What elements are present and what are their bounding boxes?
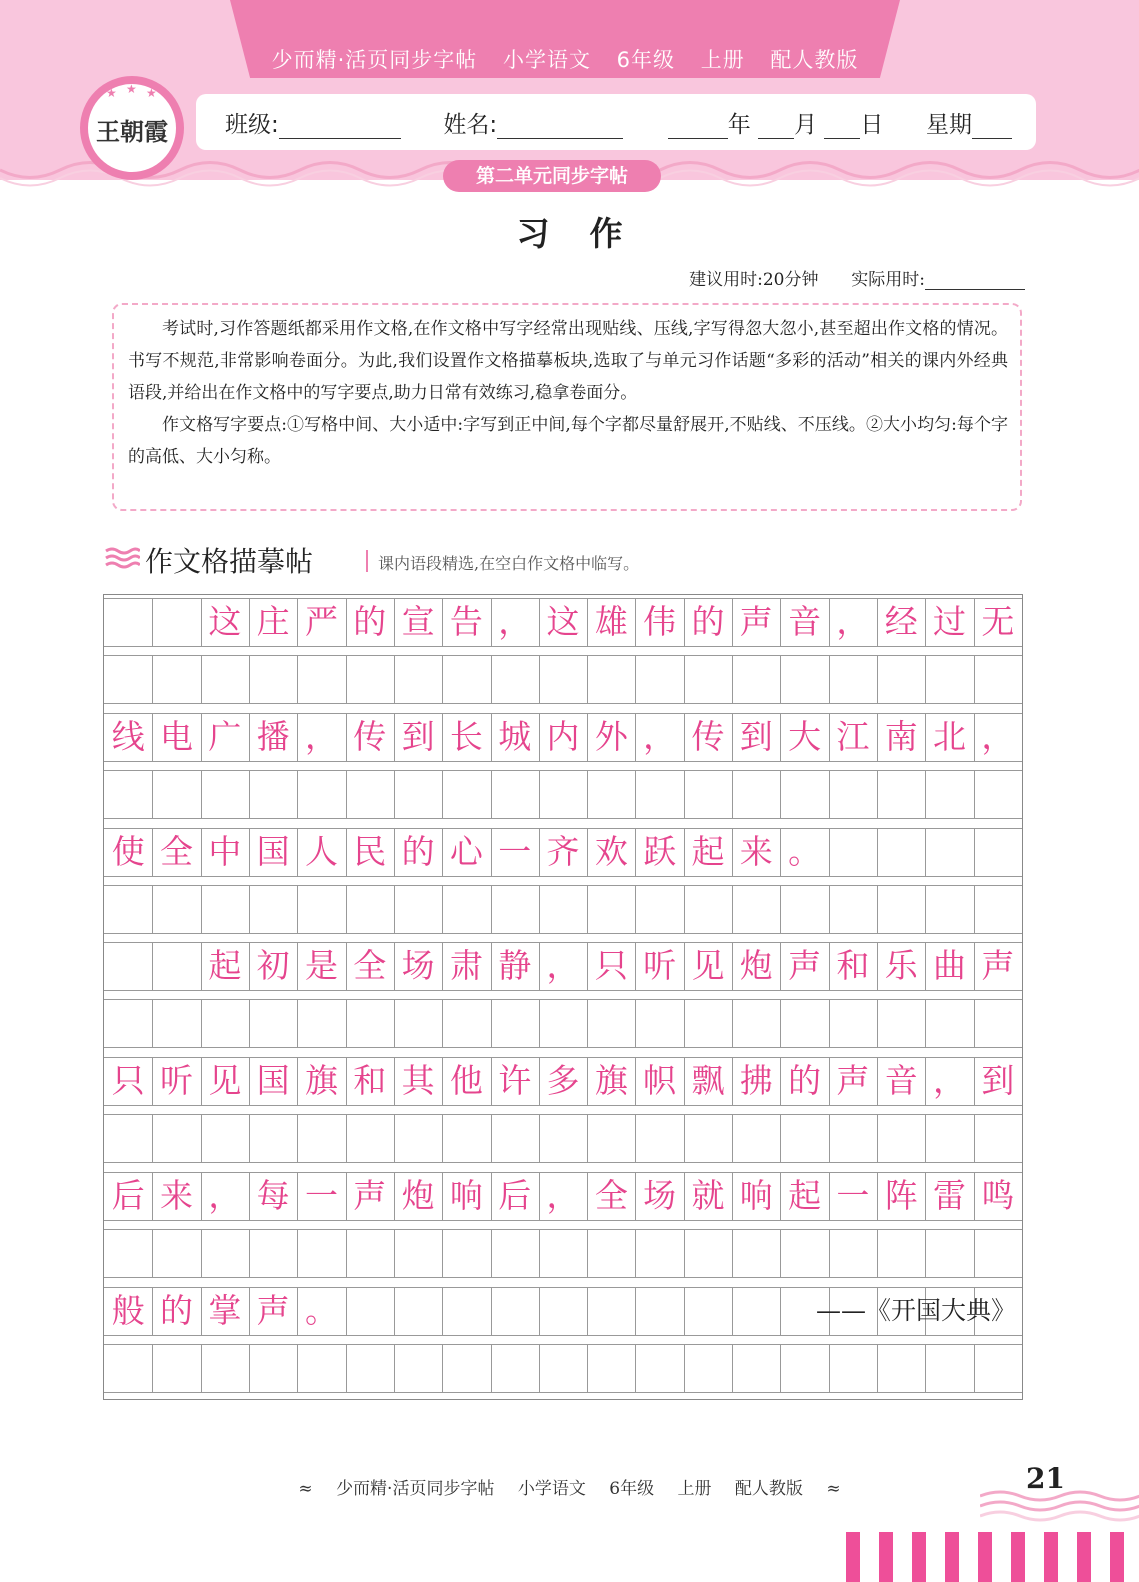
tracing-character: 声 <box>256 1290 290 1330</box>
tracing-character: 声 <box>788 946 822 986</box>
tracing-character: 起 <box>691 831 725 871</box>
name-field[interactable] <box>497 114 623 139</box>
tracing-character: 炮 <box>739 946 773 986</box>
intro-paragraph: 作文格写字要点:①写格中间、大小适中:字写到正中间,每个字都尽量舒展开,不贴线、不压线。②大小均匀:每个字的高低、大小匀称。 <box>128 415 1008 467</box>
tracing-character: 乐 <box>884 946 918 986</box>
tracing-character: 广 <box>208 716 242 756</box>
series-grade: 6年级 <box>616 48 676 72</box>
suggested-time: 建议用时:20分钟 <box>689 270 819 290</box>
month-label: 月 <box>794 112 818 138</box>
tracing-character: 到 <box>739 716 773 756</box>
tracing-character: 一 <box>836 1176 870 1215</box>
tracing-character: 声 <box>739 602 773 641</box>
footer <box>0 1474 1139 1499</box>
star-icon: ★ <box>146 86 157 100</box>
tracing-character: 这 <box>208 602 242 641</box>
tracing-row <box>104 598 1022 646</box>
practice-row[interactable] <box>104 999 1022 1047</box>
tracing-character: 阵 <box>884 1176 918 1215</box>
tracing-character: 音 <box>884 1061 918 1101</box>
tracing-character: 的 <box>691 602 725 641</box>
tracing-character: 全 <box>160 831 193 871</box>
publisher-logo <box>80 76 184 180</box>
tracing-character: 雷 <box>933 1176 967 1215</box>
tracing-character: 线 <box>111 716 145 756</box>
series-edition: 配人教版 <box>770 48 859 72</box>
day-field[interactable] <box>824 114 860 139</box>
day-label: 日 <box>860 112 884 138</box>
tracing-character: 欢 <box>594 831 628 871</box>
tracing-character: 的 <box>160 1290 193 1330</box>
tracing-character: 到 <box>401 716 435 756</box>
class-field[interactable] <box>279 114 401 139</box>
tracing-character: ， <box>933 1061 967 1101</box>
tracing-character: 听 <box>160 1061 193 1101</box>
tracing-character: 起 <box>208 946 242 986</box>
tracing-character: 的 <box>788 1061 822 1101</box>
tracing-character: 听 <box>643 946 677 986</box>
tracing-character: 城 <box>498 716 532 756</box>
tracing-character: 中 <box>208 831 242 871</box>
star-icon: ★ <box>126 82 137 96</box>
edge-stripe <box>945 1532 959 1582</box>
edge-stripe <box>1011 1532 1025 1582</box>
tracing-character: 场 <box>401 946 435 986</box>
tracing-character: 许 <box>498 1061 532 1101</box>
tracing-character: 内 <box>546 716 580 756</box>
wave-icon <box>104 546 140 570</box>
practice-row[interactable] <box>104 1114 1022 1162</box>
edge-stripe <box>912 1532 926 1582</box>
footer-volume: 上册 <box>677 1479 712 1499</box>
tracing-character: 过 <box>933 602 967 641</box>
tracing-character: 跃 <box>643 831 677 871</box>
footer-grade: 6年级 <box>609 1479 655 1499</box>
tracing-character: 人 <box>304 831 338 871</box>
name-label: 姓名: <box>443 112 498 138</box>
tracing-character: 和 <box>836 946 870 986</box>
tracing-character: 。 <box>788 831 822 871</box>
tracing-character: 全 <box>594 1176 628 1215</box>
tracing-character: 场 <box>643 1176 677 1215</box>
tracing-character: 声 <box>353 1176 387 1215</box>
composition-grid <box>103 594 1023 1400</box>
tracing-character: 就 <box>691 1176 725 1215</box>
series-subject: 小学语文 <box>502 48 591 72</box>
tracing-character: 北 <box>933 716 967 756</box>
section-title: 习作 <box>516 214 663 253</box>
practice-row[interactable] <box>104 1229 1022 1277</box>
tracing-character: 后 <box>111 1176 145 1215</box>
tracing-character: 响 <box>739 1176 773 1215</box>
tracing-character: 传 <box>353 716 387 756</box>
tracing-character: 严 <box>304 602 338 641</box>
tracing-character: 其 <box>401 1061 435 1101</box>
tracing-character: 伟 <box>643 602 677 641</box>
series-name: 少而精·活页同步字帖 <box>271 48 478 72</box>
tracing-character: 旗 <box>594 1061 628 1101</box>
tracing-note: 课内语段精选,在空白作文格中临写。 <box>378 554 640 573</box>
tracing-character: 般 <box>111 1290 145 1330</box>
tracing-character: 。 <box>304 1290 338 1330</box>
star-icon: ★ <box>106 86 117 100</box>
tracing-character: 后 <box>498 1176 532 1215</box>
edge-stripe <box>1077 1532 1091 1582</box>
tracing-character: 炮 <box>401 1176 435 1215</box>
tracing-character: 掌 <box>208 1290 242 1330</box>
practice-row[interactable] <box>104 1344 1022 1392</box>
tracing-character: 他 <box>449 1061 483 1101</box>
tracing-character: 齐 <box>546 831 580 871</box>
tracing-character: ， <box>546 946 580 986</box>
student-info-row <box>225 106 1012 139</box>
weekday-label: 星期 <box>926 112 972 138</box>
tracing-row <box>104 1057 1022 1105</box>
tracing-character: 每 <box>256 1176 290 1215</box>
tracing-character: 心 <box>449 831 483 871</box>
tracing-character: 来 <box>739 831 773 871</box>
tracing-character: 声 <box>981 946 1015 986</box>
tracing-character: 来 <box>160 1176 193 1215</box>
tracing-character: 经 <box>884 602 918 641</box>
tracing-character: 长 <box>449 716 483 756</box>
tracing-character: ， <box>304 716 338 756</box>
tracing-character: ， <box>208 1176 242 1215</box>
year-label: 年 <box>727 112 751 138</box>
edge-stripe <box>978 1532 992 1582</box>
tracing-character: 静 <box>498 946 532 986</box>
month-field[interactable] <box>758 114 794 139</box>
tracing-character: 民 <box>353 831 387 871</box>
tracing-character: 使 <box>111 831 145 871</box>
edge-stripe <box>1110 1532 1124 1582</box>
unit-tab: 第二单元同步字帖 <box>443 160 661 192</box>
tracing-row <box>104 942 1022 990</box>
tracing-character: 鸣 <box>981 1176 1015 1215</box>
tracing-row <box>104 828 1022 876</box>
tracing-character: ， <box>836 602 870 641</box>
tracing-character: 旗 <box>304 1061 338 1101</box>
tracing-character: 的 <box>353 602 387 641</box>
tracing-character: 播 <box>256 716 290 756</box>
tracing-character: ， <box>498 602 532 641</box>
tracing-character: 见 <box>208 1061 242 1101</box>
tracing-row <box>104 1172 1022 1220</box>
footer-series-name: 少而精·活页同步字帖 <box>336 1479 495 1499</box>
tracing-character: 一 <box>304 1176 338 1215</box>
tracing-character: 告 <box>449 602 483 641</box>
tracing-character: 多 <box>546 1061 580 1101</box>
tracing-character: 江 <box>836 716 870 756</box>
class-label: 班级: <box>225 112 279 138</box>
footer-edition: 配人教版 <box>734 1479 803 1499</box>
logo-text: 王朝霞 <box>96 117 168 146</box>
series-volume: 上册 <box>700 48 745 72</box>
title-divider <box>366 550 368 572</box>
intro-paragraph: 考试时,习作答题纸都采用作文格,在作文格中写字经常出现贴线、压线,字写得忽大忽小,甚至超出作文格的情况。书写不规范,非常影响卷面分。为此,我们设置作文格描摹板块,选取了与单元习作话题“多彩的活动”相关的课内外经典语段,并给出在作文格中的写字要点,助力日常有效练习,稳拿卷面分。 <box>128 319 1008 403</box>
source-attribution: ——《开国大典》 <box>815 1295 1016 1325</box>
tracing-character: 只 <box>111 1061 145 1101</box>
intro-text <box>128 313 1008 473</box>
tracing-character: 曲 <box>933 946 967 986</box>
tracing-character: 和 <box>353 1061 387 1101</box>
tracing-character: 大 <box>788 716 822 756</box>
practice-row[interactable] <box>104 885 1022 933</box>
footer-wave-icon: ≈ <box>298 1479 313 1499</box>
tracing-character: 南 <box>884 716 918 756</box>
practice-row[interactable] <box>104 655 1022 703</box>
tracing-character: ， <box>546 1176 580 1215</box>
tracing-character: 是 <box>304 946 338 986</box>
tracing-character: 响 <box>449 1176 483 1215</box>
tracing-character: ， <box>981 716 1015 756</box>
tracing-row <box>104 1287 1022 1335</box>
tracing-character: 外 <box>594 716 628 756</box>
tracing-character: 的 <box>401 831 435 871</box>
tracing-character: 宣 <box>401 602 435 641</box>
actual-time-field[interactable] <box>925 269 1025 290</box>
tracing-row <box>104 713 1022 761</box>
tracing-title: 作文格描摹帖 <box>145 545 314 578</box>
tracing-character: 初 <box>256 946 290 986</box>
year-field[interactable] <box>668 114 728 139</box>
tracing-character: 传 <box>691 716 725 756</box>
tracing-character: 起 <box>788 1176 822 1215</box>
weekday-field[interactable] <box>972 114 1012 139</box>
timing-row <box>689 265 1025 290</box>
tracing-character: 电 <box>160 716 193 756</box>
footer-wave-icon: ≈ <box>826 1479 841 1499</box>
tracing-character: 见 <box>691 946 725 986</box>
tracing-character: 音 <box>788 602 822 641</box>
tracing-character: 只 <box>594 946 628 986</box>
tracing-character: 全 <box>353 946 387 986</box>
tracing-character: 国 <box>256 831 290 871</box>
series-title <box>230 44 900 74</box>
tracing-character: 帜 <box>643 1061 677 1101</box>
tracing-character: ， <box>643 716 677 756</box>
tracing-character: 这 <box>546 602 580 641</box>
page-number: 21 <box>1026 1462 1065 1495</box>
tracing-character: 一 <box>498 831 532 871</box>
tracing-character: 飘 <box>691 1061 725 1101</box>
tracing-character: 肃 <box>449 946 483 986</box>
edge-stripe <box>1044 1532 1058 1582</box>
actual-time-label: 实际用时: <box>851 270 925 290</box>
tracing-character: 到 <box>981 1061 1015 1101</box>
corner-wave-decoration <box>980 1486 1139 1526</box>
tracing-character: 拂 <box>739 1061 773 1101</box>
practice-row[interactable] <box>104 770 1022 818</box>
tracing-character: 无 <box>981 602 1015 641</box>
edge-stripe <box>879 1532 893 1582</box>
tracing-character: 雄 <box>594 602 628 641</box>
tracing-character: 国 <box>256 1061 290 1101</box>
edge-stripe <box>846 1532 860 1582</box>
tracing-character: 声 <box>836 1061 870 1101</box>
tracing-character: 庄 <box>256 602 290 641</box>
footer-subject: 小学语文 <box>517 1479 586 1499</box>
